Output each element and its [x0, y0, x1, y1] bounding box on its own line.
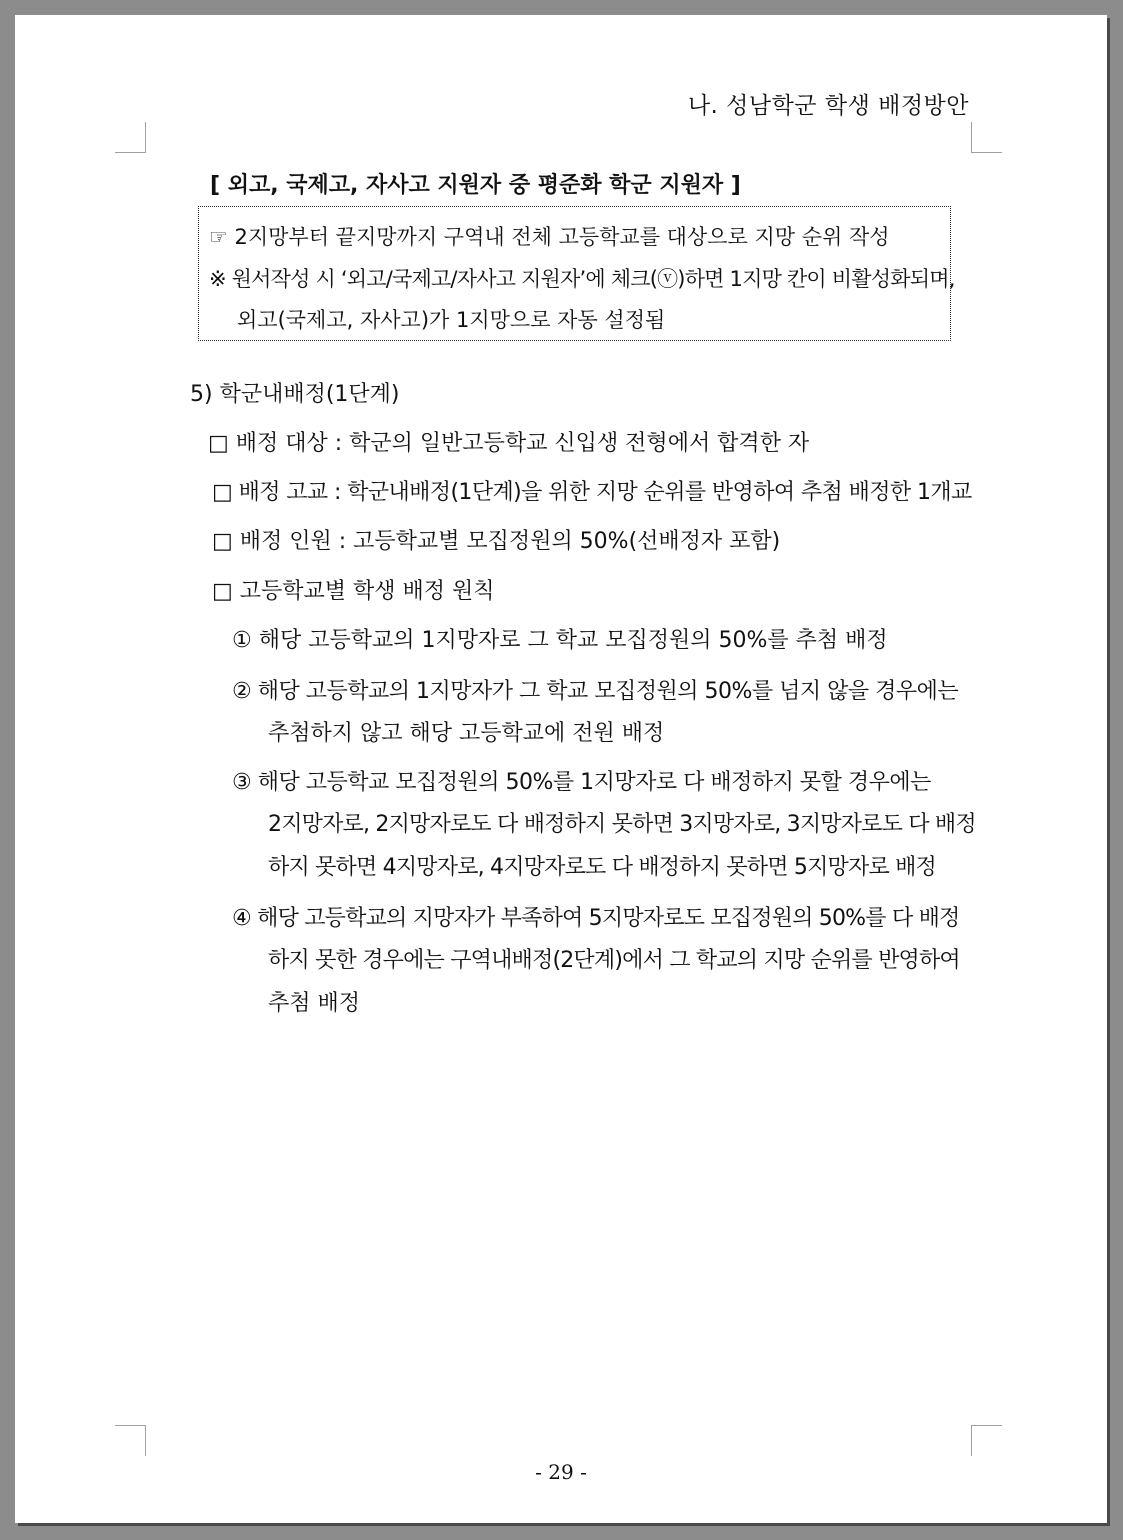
principle-line: ④ 해당 고등학교의 지망자가 부족하여 5지망자로도 모집정원의 50%를 다 배정: [232, 906, 960, 931]
notice-line: 외고(국제고, 자사고)가 1지망으로 자동 설정됨: [237, 308, 666, 332]
principle-line: 추첨하지 않고 해당 고등학교에 전원 배정: [268, 721, 665, 746]
crop-mark-bottom-left: [115, 1425, 146, 1456]
principle-line: ③ 해당 고등학교 모집정원의 50%를 1지망자로 다 배정하지 못할 경우에는: [232, 770, 931, 795]
principle-line: 하지 못하면 4지망자로, 4지망자로도 다 배정하지 못하면 5지망자로 배정: [268, 855, 936, 880]
notice-box: [198, 206, 955, 341]
crop-mark-top-right: [971, 122, 1002, 153]
bullet-item: □ 배정 고교 : 학군내배정(1단계)을 위한 지망 순위를 반영하여 추첨 배정한 1개교: [212, 480, 972, 505]
crop-mark-top-left: [115, 122, 146, 153]
principle-line: 추첨 배정: [268, 991, 361, 1016]
running-header: 나. 성남학군 학생 배정방안: [687, 93, 969, 119]
page-number: - 29 -: [535, 1460, 587, 1484]
principle-line: 하지 못한 경우에는 구역내배정(2단계)에서 그 학교의 지망 순위를 반영하여: [268, 948, 960, 973]
principle-line: ② 해당 고등학교의 1지망자가 그 학교 모집정원의 50%를 넘지 않을 경우에는: [232, 679, 959, 704]
bullet-item: □ 고등학교별 학생 배정 원칙: [212, 579, 495, 604]
item-heading: 5) 학군내배정(1단계): [190, 382, 400, 407]
principle-line: ① 해당 고등학교의 1지망자로 그 학교 모집정원의 50%를 추첨 배정: [232, 628, 888, 653]
bullet-item: □ 배정 인원 : 고등학교별 모집정원의 50%(선배정자 포함): [212, 529, 781, 554]
notice-line: ☞ 2지망부터 끝지망까지 구역내 전체 고등학교를 대상으로 지망 순위 작성: [209, 225, 890, 249]
document-page: [15, 15, 1107, 1523]
section-title: [ 외고, 국제고, 자사고 지원자 중 평준화 학군 지원자 ]: [210, 173, 741, 198]
notice-line: ※ 원서작성 시 ‘외고/국제고/자사고 지원자’에 체크(ⓥ)하면 1지망 칸이 비활성화되며,: [209, 267, 955, 291]
bullet-item: □ 배정 대상 : 학군의 일반고등학교 신입생 전형에서 합격한 자: [208, 431, 810, 456]
crop-mark-bottom-right: [971, 1425, 1002, 1456]
principle-line: 2지망자로, 2지망자로도 다 배정하지 못하면 3지망자로, 3지망자로도 다 배정: [268, 812, 976, 837]
